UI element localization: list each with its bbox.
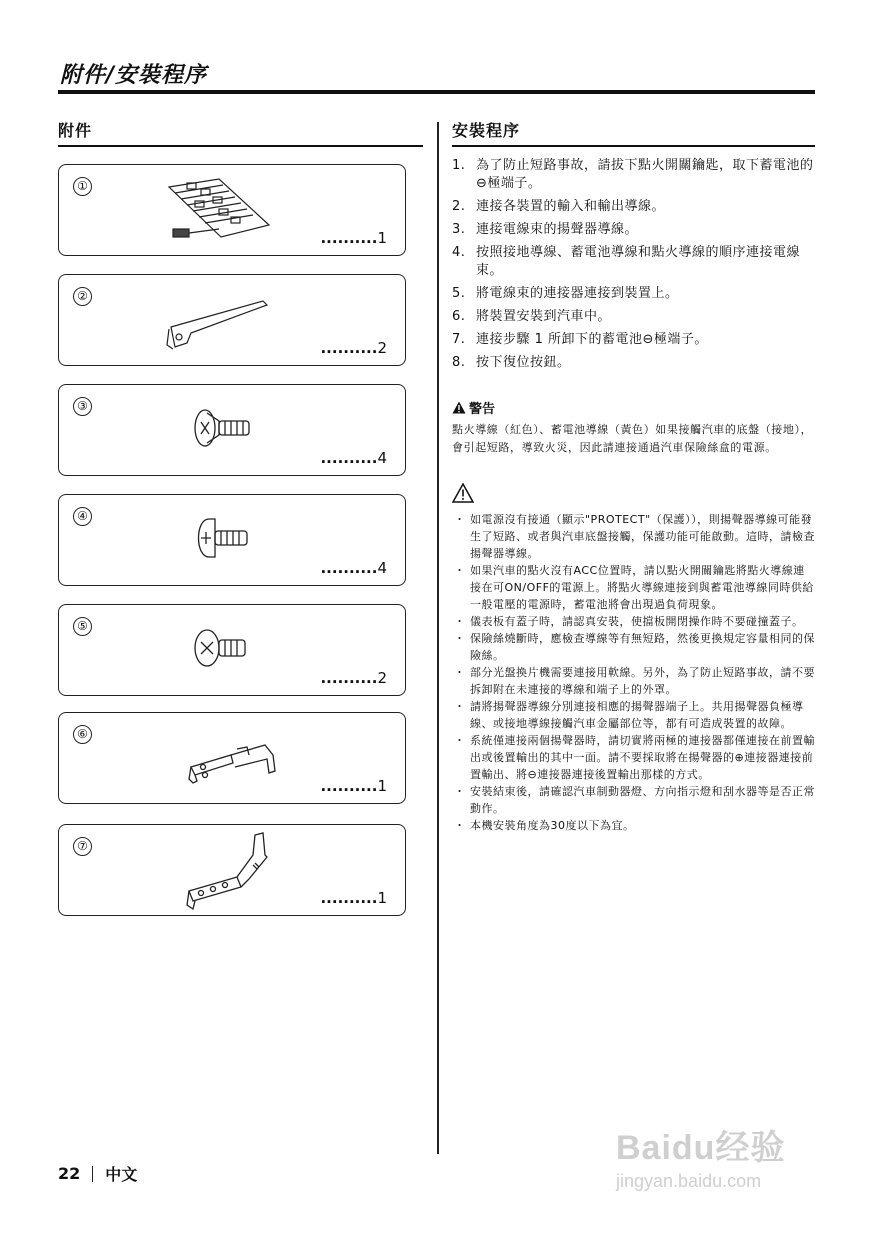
list-item: ・ 如電源沒有接通（顯示"PROTECT"（保護）），則揚聲器導線可能發生了短路、或者與汽車底盤接觸，保護功能可能啟動。這時，請檢查揚聲器導線。	[454, 513, 815, 560]
installation-steps	[452, 157, 815, 372]
truss-screw-icon	[193, 625, 253, 671]
accessory-box-7	[58, 824, 406, 916]
list-item: ・ 部分光盤換片機需要連接用軟線。另外，為了防止短路事故，請不要拆卸附在未連接的導線和端子上的外罩。	[454, 666, 815, 696]
list-item: 5. 將電線束的連接器連接到裝置上。	[452, 286, 679, 301]
list-item: ・ 儀表板有蓋子時，請認真安裝，使擋板開閉操作時不要碰撞蓋子。	[454, 615, 804, 628]
caution-triangle-icon	[452, 483, 474, 503]
list-item: ・ 如果汽車的點火沒有ACC位置時，請以點火開關鑰匙將點火導線連接在可ON/OFF的電源上。將點火導線連接到與蓄電池導線同時供給一般電壓的電源時，蓄電池將會出現過負荷現象。	[454, 564, 814, 611]
accessory-quantity: ..........4	[320, 449, 387, 467]
pan-head-screw-icon	[193, 515, 253, 561]
accessory-number: ⑤	[73, 617, 92, 636]
accessories-section	[58, 118, 423, 907]
warning-triangle-icon	[452, 401, 466, 414]
page-number: 22	[58, 1164, 81, 1183]
flat-head-screw-icon	[193, 405, 253, 451]
baidu-watermark	[616, 1120, 785, 1192]
accessory-box-2	[58, 274, 406, 366]
accessory-number: ④	[73, 507, 92, 526]
list-item: ・ 安裝結束後，請確認汽車制動器燈、方向指示燈和刮水器等是否正常動作。	[454, 785, 815, 815]
warning-title: 警告	[469, 402, 496, 417]
wiring-harness-icon	[159, 173, 279, 245]
accessory-quantity: ..........2	[320, 669, 387, 687]
accessories-heading: 附件	[58, 118, 423, 147]
footer-separator	[92, 1166, 93, 1182]
title-rule	[58, 90, 815, 94]
watermark-main: Baidu经验	[616, 1129, 786, 1167]
list-item: 8. 按下復位按鈕。	[452, 355, 571, 370]
installation-section	[452, 118, 815, 834]
language-label: 中文	[105, 1165, 138, 1184]
list-item: 1. 為了防止短路事故，請拔下點火開關鑰匙，取下蓄電池的⊖極端子。	[452, 158, 814, 191]
bracket-l-icon	[183, 733, 283, 793]
list-item: ・ 本機安裝角度為30度以下為宜。	[454, 819, 635, 832]
list-item: 7. 連接步驟 1 所卸下的蓄電池⊖極端子。	[452, 332, 708, 347]
accessory-quantity: ..........1	[320, 777, 387, 795]
accessory-box-1	[58, 164, 406, 256]
page-title: 附件/安裝程序	[60, 63, 208, 88]
accessory-number: ②	[73, 287, 92, 306]
list-item: ・ 保險絲燒斷時，應檢查導線等有無短路，然後更換規定容量相同的保險絲。	[454, 632, 815, 662]
accessory-box-6	[58, 712, 406, 804]
column-divider	[437, 122, 439, 1154]
page-footer	[58, 1162, 137, 1185]
list-item: ・ 請將揚聲器導線分別連接相應的揚聲器端子上。共用揚聲器負極導線、或接地導線接觸汽車金屬部位等，都有可造成裝置的故障。	[454, 700, 804, 730]
list-item: 4. 按照接地導線、蓄電池導線和點火導線的順序連接電線束。	[452, 245, 801, 278]
accessory-quantity: ..........2	[320, 339, 387, 357]
list-item: 6. 將裝置安裝到汽車中。	[452, 309, 612, 324]
accessory-box-3	[58, 384, 406, 476]
accessory-number: ⑥	[73, 725, 92, 744]
warning-heading	[452, 398, 815, 417]
watermark-url: jingyan.baidu.com	[616, 1171, 762, 1191]
caution-list	[452, 511, 815, 834]
list-item: ・ 系統僅連接兩個揚聲器時，請切實將兩極的連接器都僅連接在前置輸出或後置輸出的其中一面。請不要採取將在揚聲器的⊕連接器連接前置輸出、將⊖連接器連接後置輸出那樣的方式。	[454, 734, 815, 781]
bracket-r-icon	[183, 829, 283, 913]
accessory-box-5	[58, 604, 406, 696]
accessory-box-4	[58, 494, 406, 586]
accessory-number: ③	[73, 397, 92, 416]
accessory-number: ⑦	[73, 837, 92, 856]
accessory-quantity: ..........1	[320, 889, 387, 907]
accessory-number: ①	[73, 177, 92, 196]
list-item: 2. 連接各裝置的輸入和輸出導線。	[452, 199, 666, 214]
list-item: 3. 連接電線束的揚聲器導線。	[452, 222, 639, 237]
accessory-quantity: ..........4	[320, 559, 387, 577]
warning-text: 點火導線（紅色）、蓄電池導線（黃色）如果接觸汽車的底盤（接地），會引起短路，導致火災，因此請連接通過汽車保險絲盒的電源。	[452, 423, 813, 454]
accessory-quantity: ..........1	[320, 229, 387, 247]
installation-heading: 安裝程序	[452, 118, 815, 147]
extraction-key-icon	[163, 293, 273, 353]
